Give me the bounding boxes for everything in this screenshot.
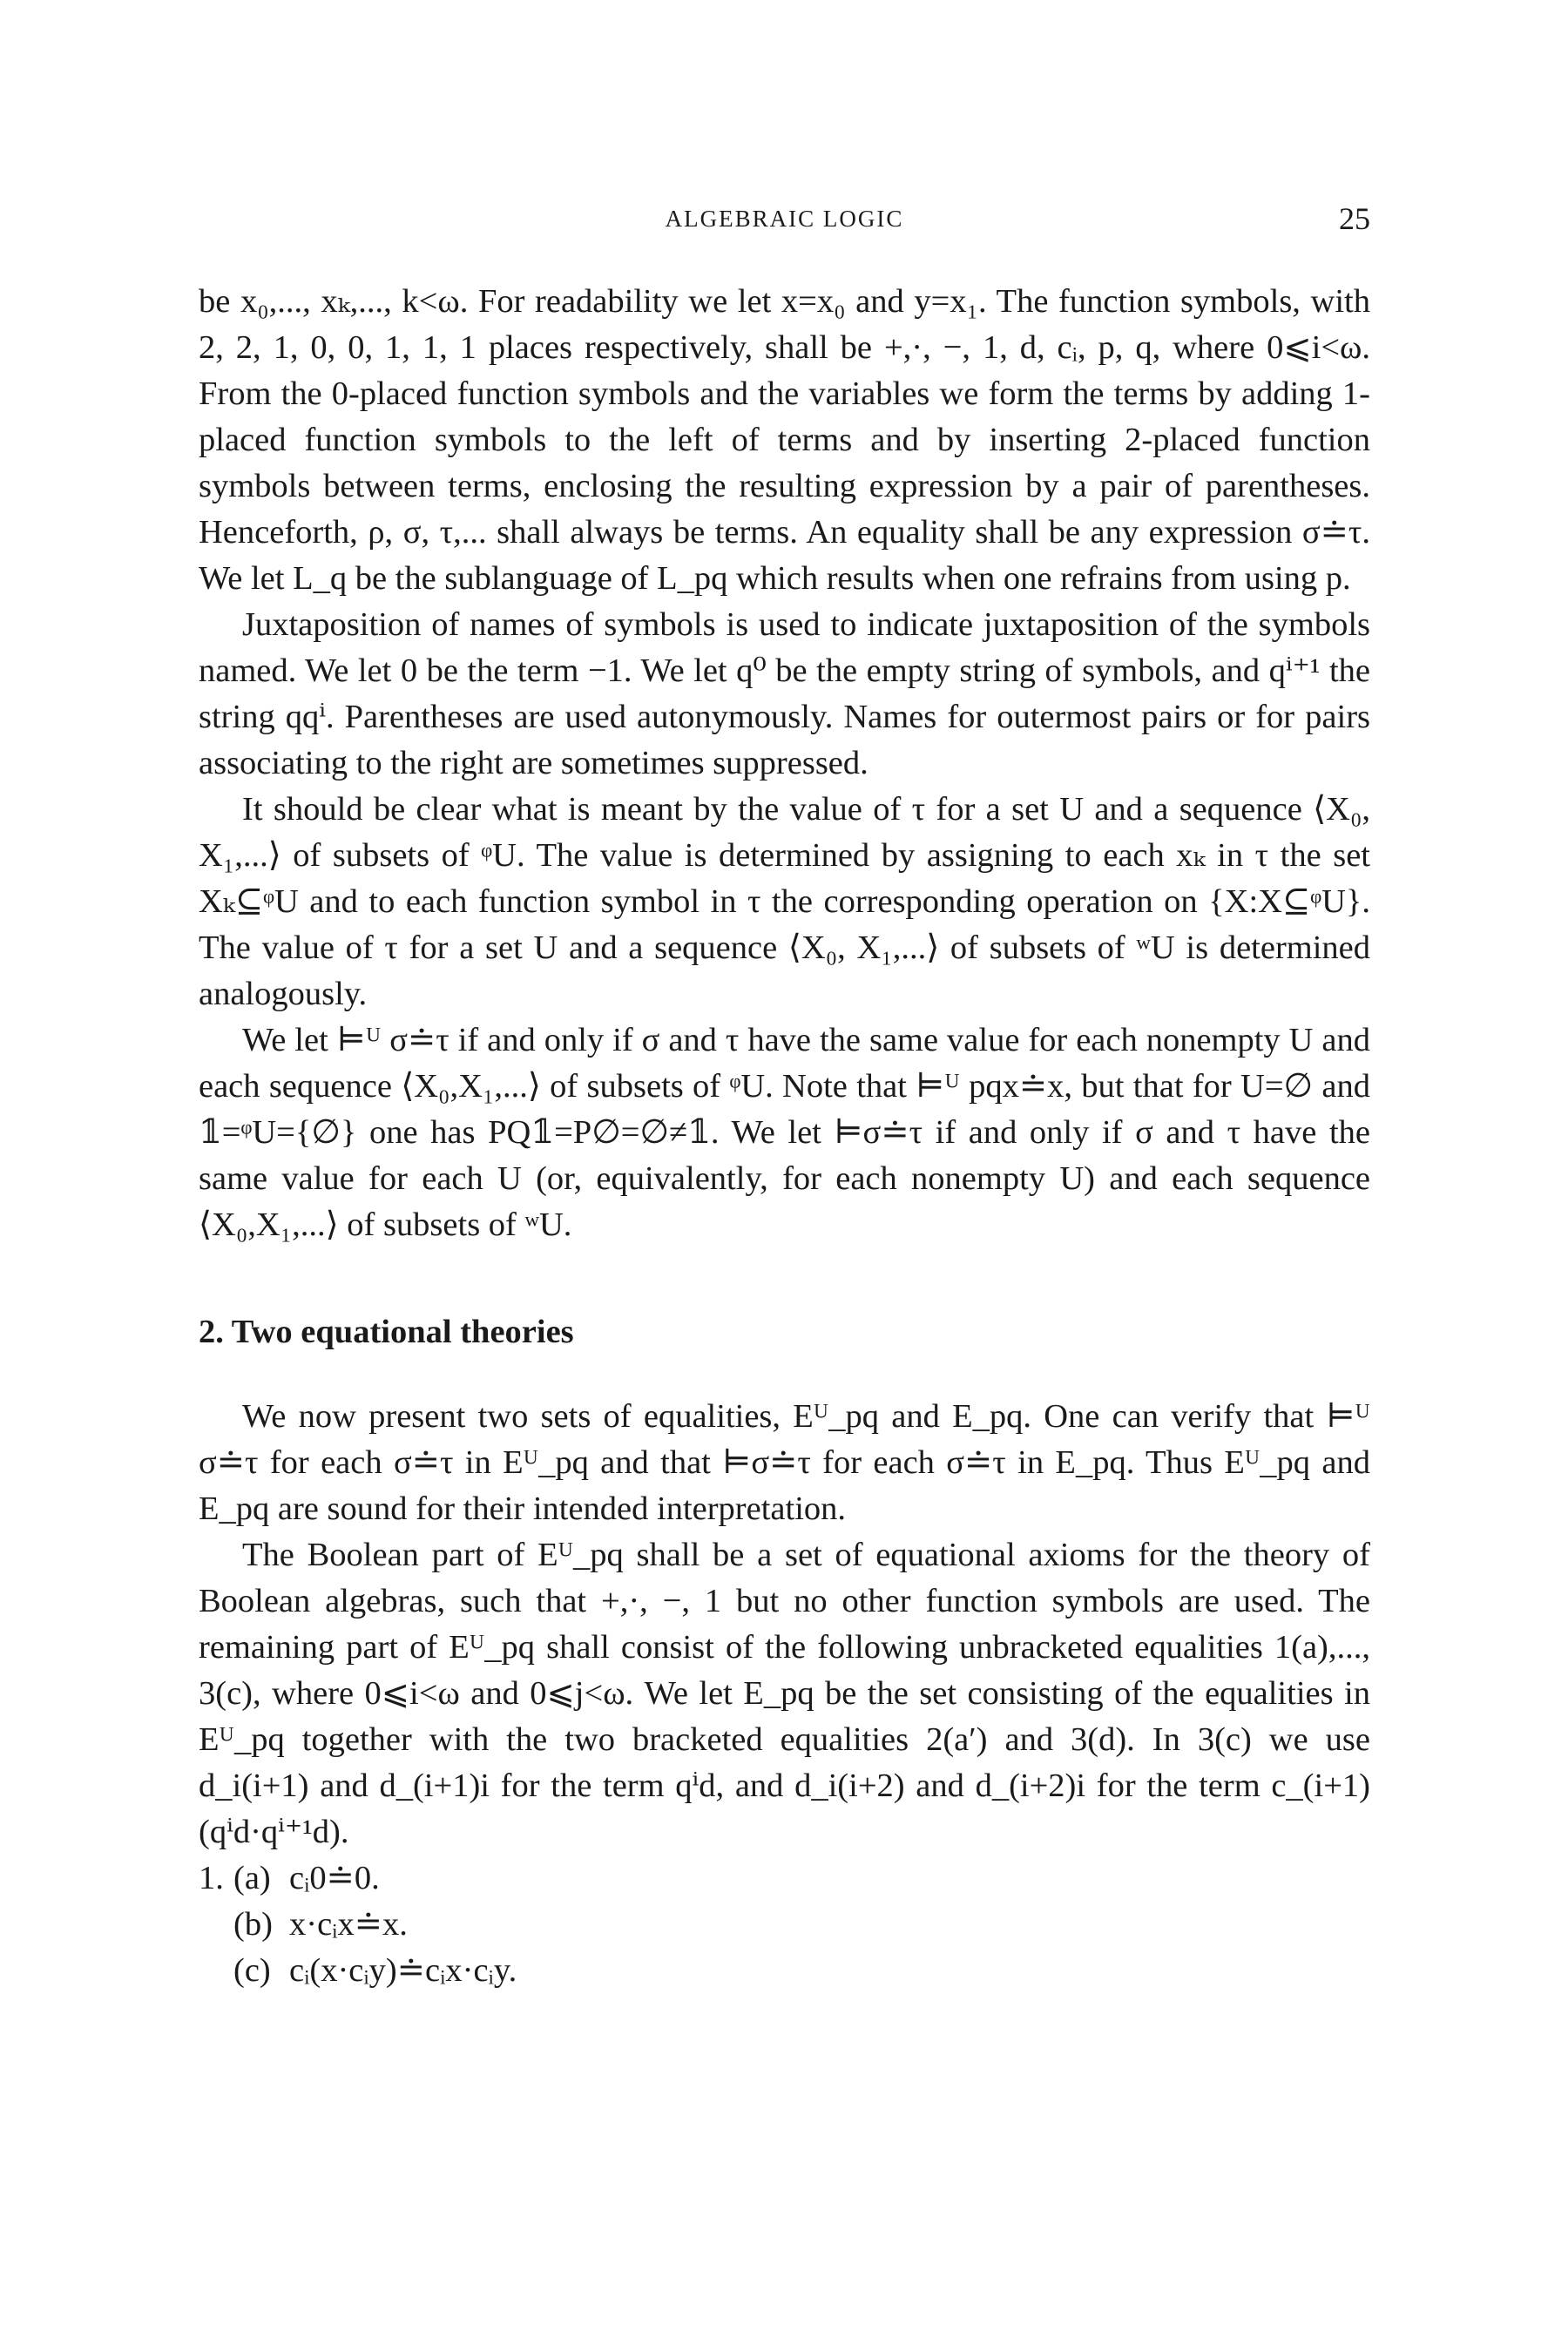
- equality-formula: cᵢ0≐0.: [289, 1860, 380, 1896]
- paragraph-juxtaposition: Juxtaposition of names of symbols is used to indicate juxtaposition of the symbols named. We let 0 be the term −1. We let q⁰ be the empty string of symbols, and qⁱ⁺¹ the string qqⁱ. Parentheses are used autonymously. Names for outermost pairs or for pairs associating to the right are sometimes suppressed.: [199, 606, 1370, 781]
- paragraph-continuation: be x₀,..., xₖ,..., k<ω. For readability we let x=x₀ and y=x₁. The function symbols, with 2, 2, 1, 0, 0, 1, 1, 1 places respectively, shall be +,·, −, 1, d, cᵢ, p, q, where 0⩽i<ω. From the 0-placed function symbols and the variables we form the terms by adding 1-placed function symbols to the left of terms and by inserting 2-placed function symbols between terms, enclosing the resulting expression by a pair of parentheses. Henceforth, ρ, σ, τ,... shall always be terms. An equality shall be any expression σ≐τ. We let L_q be the sublanguage of L_pq which results when one refrains from using p.: [199, 283, 1370, 597]
- body-text: [199, 279, 1370, 1994]
- section-title: 2. Two equational theories: [199, 1314, 574, 1350]
- equality-label: (a): [233, 1860, 271, 1896]
- equality-formula: cᵢ(x·cᵢy)≐cᵢx·cᵢy.: [289, 1952, 517, 1989]
- paragraph-equational-sets: We now present two sets of equalities, Eᵁ_pq and E_pq. One can verify that ⊨ᵁ σ≐τ for each σ≐τ in Eᵁ_pq and that ⊨σ≐τ for each σ≐τ in E_pq. Thus Eᵁ_pq and E_pq are sound for their intended interpretation.: [199, 1398, 1370, 1527]
- paragraph-boolean-part: The Boolean part of Eᵁ_pq shall be a set of equational axioms for the theory of Boolean algebras, such that +,·, −, 1 but no other function symbols are used. The remaining part of Eᵁ_pq shall consist of the following unbracketed equalities 1(a),..., 3(c), where 0⩽i<ω and 0⩽j<ω. We let E_pq be the set consisting of the equalities in Eᵁ_pq together with the two bracketed equalities 2(a′) and 3(d). In 3(c) we use d_i(i+1) and d_(i+1)i for the term qⁱd, and d_i(i+2) and d_(i+2)i for the term c_(i+1)(qⁱd·qⁱ⁺¹d).: [199, 1537, 1370, 1850]
- paragraph-validity: We let ⊨ᵁ σ≐τ if and only if σ and τ have the same value for each nonempty U and each sequence ⟨X₀,X₁,...⟩ of subsets of ᵠU. Note that ⊨ᵁ pqx≐x, but that for U=∅ and 𝟙=ᵠU={∅} one has PQ𝟙=P∅=∅≠𝟙. We let ⊨σ≐τ if and only if σ and τ have the same value for each U (or, equivalently, for each nonempty U) and each sequence ⟨X₀,X₁,...⟩ of subsets of ʷU.: [199, 1022, 1370, 1243]
- equality-item: [199, 1948, 1370, 1994]
- equality-group-number: 1.: [199, 1860, 224, 1896]
- equality-formula: x·cᵢx≐x.: [289, 1906, 408, 1943]
- running-head: ALGEBRAIC LOGIC: [665, 206, 904, 232]
- equality-item: [199, 1855, 1370, 1902]
- equality-label: (c): [233, 1952, 271, 1989]
- equality-item: [199, 1902, 1370, 1948]
- page-header: [199, 201, 1370, 244]
- paragraph-value: It should be clear what is meant by the value of τ for a set U and a sequence ⟨X₀, X₁,...⟩ of subsets of ᵠU. The value is determined by assigning to each xₖ in τ the set Xₖ⊆ᵠU and to each function symbol in τ the corresponding operation on {X:X⊆ᵠU}. The value of τ for a set U and a sequence ⟨X₀, X₁,...⟩ of subsets of ʷU is determined analogously.: [199, 791, 1370, 1012]
- page-number: 25: [1339, 201, 1370, 236]
- equalities-list: [199, 1855, 1370, 1994]
- equality-label: (b): [233, 1906, 273, 1943]
